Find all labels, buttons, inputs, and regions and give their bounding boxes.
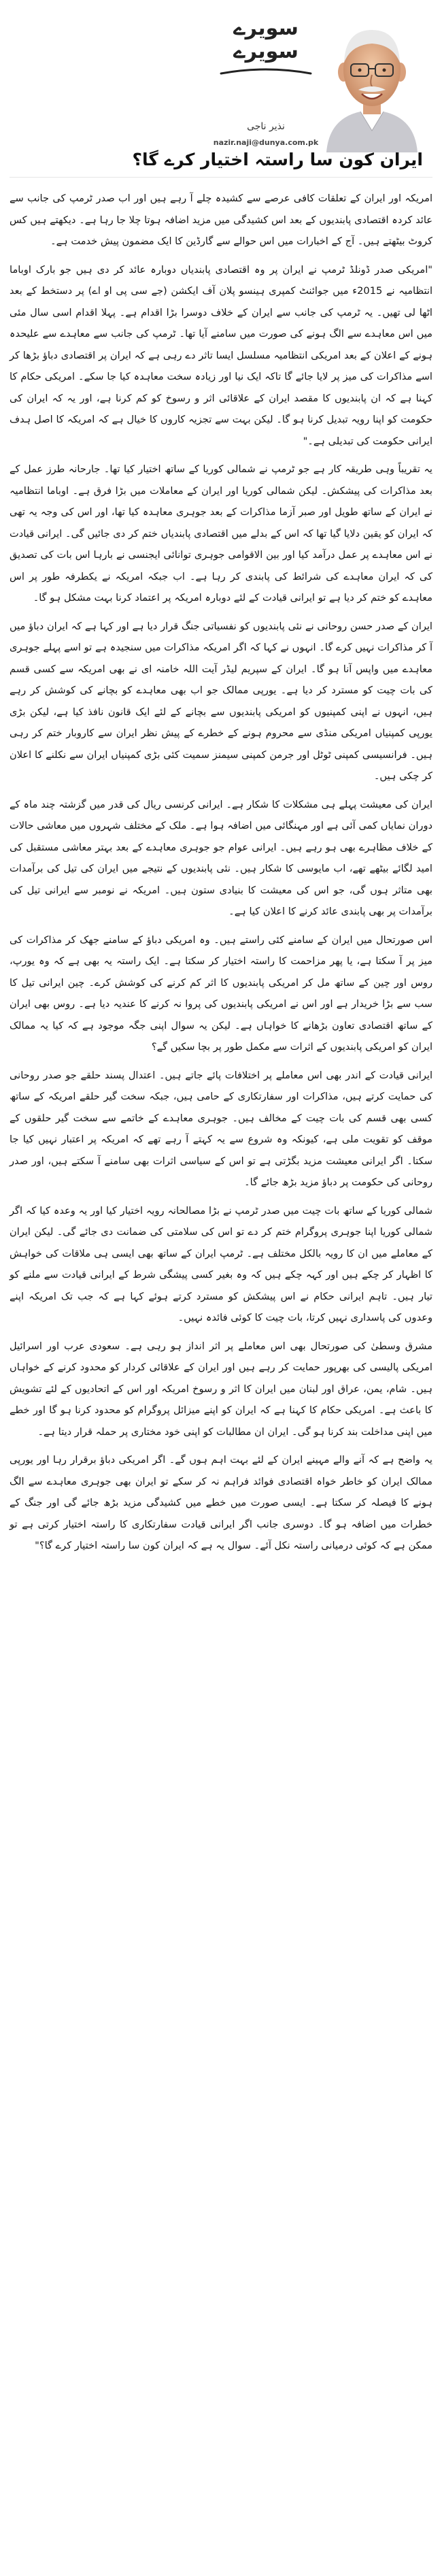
article-paragraph: "امریکی صدر ڈونلڈ ٹرمپ نے ایران پر وہ اقتصادی پابندیاں دوبارہ عائد کر دی ہیں جو بارک اوباما انتظامیہ نے 2015ء میں جوائنٹ کمپری ہینسو پلان آف ایکشن (جے سی پی او اے) پر دستخط کے بعد اٹھا لی تھیں۔ یہ ٹرمپ کی جانب سے ایران کے خلاف دوسرا بڑا اقدام ہے۔ پہلا اقدام اسی سال مئی میں اس معاہدے سے الگ ہونے کی صورت میں سامنے آیا تھا۔ ٹرمپ کی جانب سے معاہدے سے علیحدہ ہونے کے اعلان کے بعد امریکی انتظامیہ مسلسل ایسا تاثر دے رہی ہے کہ ایران پر اقتصادی دباؤ بڑھا کر اسے مذاکرات کی میز پر لایا جائے گا تاکہ ایک نیا اور زیادہ سخت معاہدہ کیا جا سکے۔ امریکی حکام کا کہنا ہے کہ ان پابندیوں کا مقصد ایران کے علاقائی اثر و رسوخ کو کم کرنا ہے، اور یہ کہ ایران کی حکومت کو اپنا رویہ تبدیل کرنا ہو گا۔ لیکن بہت سے تجزیہ کاروں کا خیال ہے کہ امریکہ کا اصل ہدف ایرانی حکومت کی تبدیلی ہے۔"	[10, 263, 432, 447]
column-masthead	[10, 0, 432, 178]
article-paragraph: شمالی کوریا کے ساتھ بات چیت میں صدر ٹرمپ نے بڑا مصالحانہ رویہ اختیار کیا اور یہ وعدہ کیا کہ اگر شمالی کوریا اپنا جوہری پروگرام ختم کر دے تو اس کی سلامتی کی ضمانت دی جائے گی۔ لیکن ایران کے معاملے میں ان کا رویہ بالکل مختلف ہے۔ ٹرمپ ایران کے ساتھ بھی ایسی ہی ملاقات کی خواہش کا اظہار کر چکے ہیں اور کہہ چکے ہیں کہ وہ بغیر کسی پیشگی شرط کے ایرانی قیادت سے ملنے کو تیار ہیں۔ تاہم ایرانی حکام نے اس پیشکش کو مسترد کرتے ہوئے کہا ہے کہ جب تک امریکہ اپنے وعدوں کی پاسداری نہیں کرتا، بات چیت کا کوئی فائدہ نہیں۔	[10, 1204, 432, 1323]
column-logo	[215, 15, 317, 76]
article-paragraph: ایرانی قیادت کے اندر بھی اس معاملے پر اختلافات پائے جاتے ہیں۔ اعتدال پسند حلقے جو صدر روحانی کی حمایت کرتے ہیں، مذاکرات اور سفارتکاری کے حامی ہیں، جبکہ سخت گیر حلقے امریکہ کے ساتھ کسی بھی قسم کی بات چیت کے مخالف ہیں۔ جوہری معاہدے کے خاتمے سے سخت گیر حلقوں کے موقف کو تقویت ملی ہے، کیونکہ وہ شروع سے یہ کہتے آ رہے تھے کہ امریکہ پر اعتبار نہیں کیا جا سکتا۔ اگر ایرانی معیشت مزید بگڑتی ہے تو اس کے سیاسی اثرات بھی سامنے آ سکتے ہیں، اور صدر روحانی کی حکومت پر دباؤ مزید بڑھ جائے گا۔	[10, 1069, 432, 1188]
article-body	[10, 188, 432, 1557]
logo-swoosh-icon	[218, 67, 313, 76]
author-portrait	[321, 10, 423, 152]
author-email: nazir.naji@dunya.com.pk	[213, 138, 319, 147]
article-paragraph: اس صورتحال میں ایران کے سامنے کئی راستے ہیں۔ وہ امریکی دباؤ کے سامنے جھک کر مذاکرات کی میز پر آ سکتا ہے، یا پھر مزاحمت کا راستہ اختیار کر سکتا ہے۔ ایک راستہ یہ بھی ہے کہ وہ یورپ، روس اور چین کے ساتھ مل کر امریکی پابندیوں کا اثر کم کرنے کی کوشش کرے۔ چین ایرانی تیل کا سب سے بڑا خریدار ہے اور اس نے امریکی پابندیوں کی پروا نہ کرنے کا عندیہ دیا ہے۔ روس بھی ایران کے ساتھ اقتصادی تعاون بڑھانے کا خواہاں ہے۔ لیکن یہ سوال اپنی جگہ موجود ہے کہ کیا یہ ممالک ایران کو امریکی پابندیوں کے اثرات سے مکمل طور پر بچا سکیں گے؟	[10, 934, 432, 1053]
author-name: نذیر ناجی	[247, 121, 285, 132]
logo-word-first: سویرے	[233, 16, 299, 40]
logo-word-second: سویرے	[233, 39, 299, 63]
article-paragraph: امریکہ اور ایران کے تعلقات کافی عرصے سے کشیدہ چلے آ رہے ہیں اور اب صدر ٹرمپ کی جانب سے عائد کردہ اقتصادی پابندیوں کے بعد اس کشیدگی میں مزید اضافہ ہوتا چلا جا رہا ہے۔ دیکھتے ہیں کس کروٹ بیٹھتے ہیں۔ آج کے اخبارات میں اس حوالے سے گارڈین کا ایک مضمون پیش خدمت ہے۔	[10, 193, 432, 247]
article-paragraph: ایران کے صدر حسن روحانی نے نئی پابندیوں کو نفسیاتی جنگ قرار دیا ہے اور کہا ہے کہ ایران دباؤ میں آ کر مذاکرات نہیں کرے گا۔ انہوں نے کہا کہ اگر امریکہ مذاکرات میں سنجیدہ ہے تو اسے پہلے جوہری معاہدے میں واپس آنا ہو گا۔ ایران کے سپریم لیڈر آیت اللہ خامنہ ای نے بھی امریکہ سے کسی قسم کی بات چیت کو مسترد کر دیا ہے۔ یورپی ممالک جو اب بھی معاہدے کو بچانے کی کوشش کر رہے ہیں، انہوں نے اپنی کمپنیوں کو امریکی پابندیوں سے بچانے کے لئے ایک قانون نافذ کیا ہے، لیکن بڑی یورپی کمپنیاں امریکی منڈی سے محروم ہونے کے خطرے کے پیش نظر ایران سے کاروبار ختم کر رہی ہیں۔ فرانسیسی کمپنی ٹوٹل اور جرمن کمپنی سیمنز سمیت کئی بڑی کمپنیاں ایران سے نکلنے کا اعلان کر چکی ہیں۔	[10, 620, 432, 782]
article-paragraph: ایران کی معیشت پہلے ہی مشکلات کا شکار ہے۔ ایرانی کرنسی ریال کی قدر میں گزشتہ چند ماہ کے دوران نمایاں کمی آئی ہے اور مہنگائی میں اضافہ ہوا ہے۔ ملک کے مختلف شہروں میں معاشی حالات کے خلاف مظاہرے بھی ہو رہے ہیں۔ ایرانی عوام جو جوہری معاہدے کے بعد بہتر معاشی مستقبل کی امید لگائے بیٹھے تھے، اب مایوسی کا شکار ہیں۔ نئی پابندیوں کے نتیجے میں ایران کی تیل کی برآمدات بھی متاثر ہوں گی، جو اس کی معیشت کا بنیادی ستون ہیں۔ امریکہ نے نومبر سے ایرانی تیل کی برآمدات پر بھی پابندی عائد کرنے کا اعلان کیا ہے۔	[10, 798, 432, 917]
article-paragraph: مشرق وسطیٰ کی صورتحال بھی اس معاملے پر اثر انداز ہو رہی ہے۔ سعودی عرب اور اسرائیل امریکی پالیسی کی بھرپور حمایت کر رہے ہیں اور ایران کے علاقائی کردار کو محدود کرنے کے خواہاں ہیں۔ شام، یمن، عراق اور لبنان میں ایران کا اثر و رسوخ امریکہ اور اس کے اتحادیوں کے لئے تشویش کا باعث ہے۔ امریکی حکام کا کہنا ہے کہ ایران کو اپنے میزائل پروگرام کو محدود کرنا ہو گا اور خطے میں اپنی مداخلت بند کرنا ہو گی۔ ایران ان مطالبات کو اپنی خود مختاری پر حملہ قرار دیتا ہے۔	[10, 1340, 432, 1438]
article-paragraph: یہ واضح ہے کہ آنے والے مہینے ایران کے لئے بہت اہم ہوں گے۔ اگر امریکی دباؤ برقرار رہا اور یورپی ممالک ایران کو خاطر خواہ اقتصادی فوائد فراہم نہ کر سکے تو ایران بھی جوہری معاہدے سے الگ ہونے کا فیصلہ کر سکتا ہے۔ ایسی صورت میں خطے میں کشیدگی مزید بڑھ جائے گی اور جنگ کے خطرات میں اضافہ ہو گا۔ دوسری جانب اگر ایرانی قیادت سفارتکاری کا راستہ اختیار کرتی ہے تو ممکن ہے کہ کوئی درمیانی راستہ نکل آئے۔ سوال یہ ہے کہ ایران کون سا راستہ اختیار کرے گا؟"	[10, 1454, 432, 1551]
article-headline: ایران کون سا راستہ اختیار کرے گا؟	[132, 150, 423, 169]
article-paragraph: یہ تقریباً وہی طریقہ کار ہے جو ٹرمپ نے شمالی کوریا کے ساتھ اختیار کیا تھا۔ جارحانہ طرز عمل کے بعد مذاکرات کی پیشکش۔ لیکن شمالی کوریا اور ایران کے معاملات میں بڑا فرق ہے۔ اوباما انتظامیہ نے ایران کے ساتھ طویل اور صبر آزما مذاکرات کے بعد جوہری معاہدہ کیا تھا، اور اس کی وجہ یہ تھی کہ ایران کو یقین دلایا گیا تھا کہ اس کے بدلے میں اقتصادی پابندیاں ختم کر دی جائیں گی۔ ایرانی قیادت نے اس معاہدے پر عمل درآمد کیا اور بین الاقوامی جوہری توانائی ایجنسی نے بارہا اس بات کی تصدیق کی کہ ایران معاہدے کی شرائط کی پابندی کر رہا ہے۔ اب جبکہ امریکہ نے یکطرفہ طور پر اس معاہدے کو ختم کر دیا ہے تو ایرانی قیادت کے لئے دوبارہ امریکہ پر اعتماد کرنا بہت مشکل ہو گا۔	[10, 463, 432, 604]
